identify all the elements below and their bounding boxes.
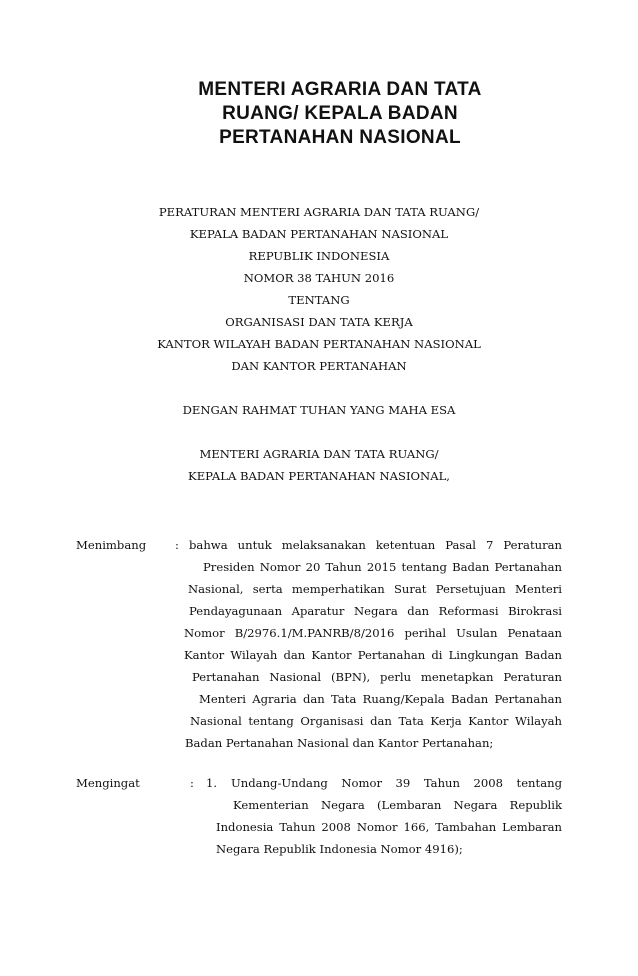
menimbang-line: Kantor Wilayah dan Kantor Pertanahan di Lingkungan Badan: [184, 648, 562, 662]
menimbang-line: Nasional, serta memperhatikan Surat Persetujuan Menteri: [188, 582, 562, 596]
menimbang-line: Nomor B/2976.1/M.PANRB/8/2016 perihal Usulan Penataan: [184, 626, 562, 640]
menimbang-label: Menimbang: [76, 538, 147, 552]
mengingat-line: Kementerian Negara (Lembaran Negara Republik: [233, 798, 562, 812]
regulation-number: NOMOR 38 TAHUN 2016: [243, 271, 395, 285]
regulation-line-2: KEPALA BADAN PERTANAHAN NASIONAL: [189, 227, 449, 241]
menimbang-line: Presiden Nomor 20 Tahun 2015 tentang Badan Pertanahan: [203, 560, 562, 574]
menimbang-line: bahwa untuk melaksanakan ketentuan Pasal 7 Peraturan: [189, 538, 562, 552]
regulation-subject-3: DAN KANTOR PERTANAHAN: [231, 359, 407, 373]
heading-line-3: PERTANAHAN NASIONAL: [219, 127, 461, 148]
mengingat-label: Mengingat: [76, 776, 140, 790]
menimbang-line: Menteri Agraria dan Tata Ruang/Kepala Badan Pertanahan: [199, 692, 562, 706]
menimbang-line: Pendayagunaan Aparatur Negara dan Reformasi Birokrasi: [189, 604, 562, 618]
mengingat-colon: :: [190, 776, 194, 790]
menimbang-line: Pertanahan Nasional (BPN), perlu menetapkan Peraturan: [192, 670, 562, 684]
regulation-line-3: REPUBLIK INDONESIA: [248, 249, 390, 263]
menimbang-colon: :: [175, 538, 179, 552]
regulation-line-1: PERATURAN MENTERI AGRARIA DAN TATA RUANG/: [158, 205, 480, 219]
authority-line-1: MENTERI AGRARIA DAN TATA RUANG/: [199, 447, 439, 461]
regulation-about: TENTANG: [288, 293, 350, 307]
mengingat-line: Indonesia Tahun 2008 Nomor 166, Tambahan Lembaran: [216, 820, 562, 834]
heading-line-1: MENTERI AGRARIA DAN TATA: [198, 79, 482, 100]
mengingat-item-number: 1.: [206, 776, 218, 790]
menimbang-line: Badan Pertanahan Nasional dan Kantor Pertanahan;: [185, 736, 494, 750]
invocation: DENGAN RAHMAT TUHAN YANG MAHA ESA: [182, 403, 456, 417]
menimbang-line: Nasional tentang Organisasi dan Tata Kerja Kantor Wilayah: [190, 714, 562, 728]
authority-line-2: KEPALA BADAN PERTANAHAN NASIONAL,: [188, 469, 450, 483]
regulation-subject-2: KANTOR WILAYAH BADAN PERTANAHAN NASIONAL: [157, 337, 481, 351]
mengingat-line: Negara Republik Indonesia Nomor 4916);: [216, 842, 463, 856]
regulation-subject-1: ORGANISASI DAN TATA KERJA: [225, 315, 413, 329]
mengingat-line: Undang-Undang Nomor 39 Tahun 2008 tentang: [231, 776, 562, 790]
heading-line-2: RUANG/ KEPALA BADAN: [222, 103, 458, 124]
